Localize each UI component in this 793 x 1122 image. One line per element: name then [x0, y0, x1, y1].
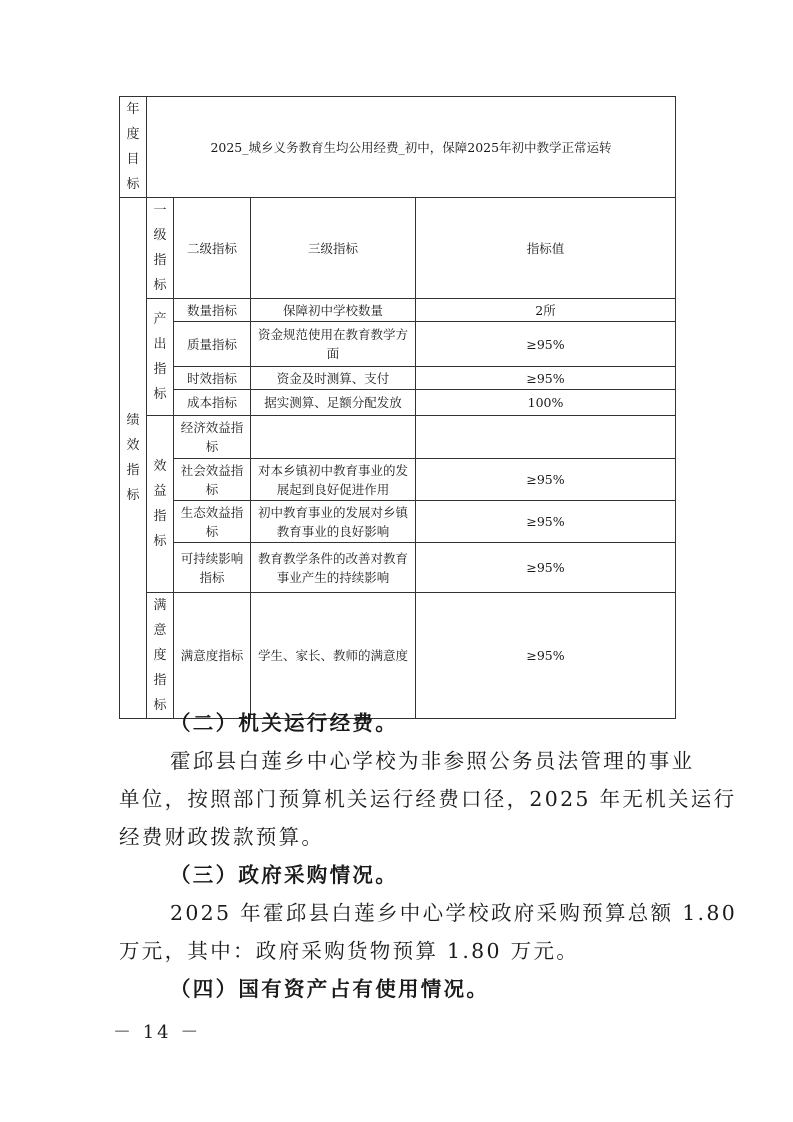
- level2-cell: 社会效益指标: [174, 459, 251, 501]
- paragraph-line: 万元，其中：政府采购货物预算 1.80 万元。: [119, 939, 580, 963]
- table-row: [120, 322, 676, 367]
- level2-cell: 时效指标: [174, 367, 251, 390]
- level3-cell: [251, 416, 416, 459]
- paragraph-line: 经费财政拨款预算。: [119, 825, 325, 849]
- value-cell: 2所: [416, 299, 676, 322]
- table-row: [120, 593, 676, 719]
- level3-cell: 教育教学条件的改善对教育事业产生的持续影响: [251, 543, 416, 593]
- header-value: 指标值: [416, 198, 676, 299]
- group-label-output: 产出指标: [147, 299, 174, 416]
- table-row: [120, 390, 676, 416]
- level3-cell: 学生、家长、教师的满意度: [251, 593, 416, 719]
- table-row: [120, 501, 676, 543]
- section-heading: （三）政府采购情况。: [170, 863, 398, 887]
- level3-cell: 初中教育事业的发展对乡镇教育事业的良好影响: [251, 501, 416, 543]
- level3-cell: 据实测算、足额分配发放: [251, 390, 416, 416]
- value-cell: ≥95%: [416, 543, 676, 593]
- paragraph-line: 单位，按照部门预算机关运行经费口径，2025 年无机关运行: [119, 787, 737, 811]
- level2-cell: 经济效益指标: [174, 416, 251, 459]
- table-row: [120, 299, 676, 322]
- section-heading: （四）国有资产占有使用情况。: [170, 977, 490, 1001]
- value-cell: ≥95%: [416, 367, 676, 390]
- level2-cell: 成本指标: [174, 390, 251, 416]
- section-heading: （二）机关运行经费。: [170, 711, 398, 735]
- table-row: [120, 543, 676, 593]
- goal-label-cell: [120, 97, 147, 198]
- level3-cell: 资金及时测算、支付: [251, 367, 416, 390]
- perf-label: 绩效指标: [126, 413, 140, 503]
- header-level1: 一级指标: [147, 198, 174, 299]
- value-cell: ≥95%: [416, 322, 676, 367]
- level3-cell: 保障初中学校数量: [251, 299, 416, 322]
- value-cell: 100%: [416, 390, 676, 416]
- value-cell: [416, 416, 676, 459]
- header-level3: 三级指标: [251, 198, 416, 299]
- level3-cell: 资金规范使用在教育教学方面: [251, 322, 416, 367]
- level2-cell: 生态效益指标: [174, 501, 251, 543]
- header-level2: 二级指标: [174, 198, 251, 299]
- table-row: [120, 459, 676, 501]
- goal-text: 2025_城乡义务教育生均公用经费_初中，保障2025年初中教学正常运转: [147, 97, 676, 198]
- level2-cell: 可持续影响指标: [174, 543, 251, 593]
- paragraph-line: 2025 年霍邱县白莲乡中心学校政府采购预算总额 1.80: [170, 901, 738, 925]
- value-cell: ≥95%: [416, 593, 676, 719]
- header-row: [120, 198, 676, 299]
- performance-table: [119, 96, 676, 719]
- table-row: [120, 416, 676, 459]
- level2-cell: 数量指标: [174, 299, 251, 322]
- goal-label: 年度目标: [126, 102, 140, 192]
- table-row: [120, 367, 676, 390]
- perf-label-cell: [120, 198, 147, 719]
- level3-cell: 对本乡镇初中教育事业的发展起到良好促进作用: [251, 459, 416, 501]
- level2-cell: 质量指标: [174, 322, 251, 367]
- page-number: － 14 －: [113, 1022, 202, 1043]
- goal-row: [120, 97, 676, 198]
- group-label-satisfaction: 满意度指标: [147, 593, 174, 719]
- paragraph-line: 霍邱县白莲乡中心学校为非参照公务员法管理的事业: [170, 749, 695, 773]
- value-cell: ≥95%: [416, 501, 676, 543]
- level2-cell: 满意度指标: [174, 593, 251, 719]
- value-cell: ≥95%: [416, 459, 676, 501]
- group-label-benefit: 效益指标: [147, 416, 174, 593]
